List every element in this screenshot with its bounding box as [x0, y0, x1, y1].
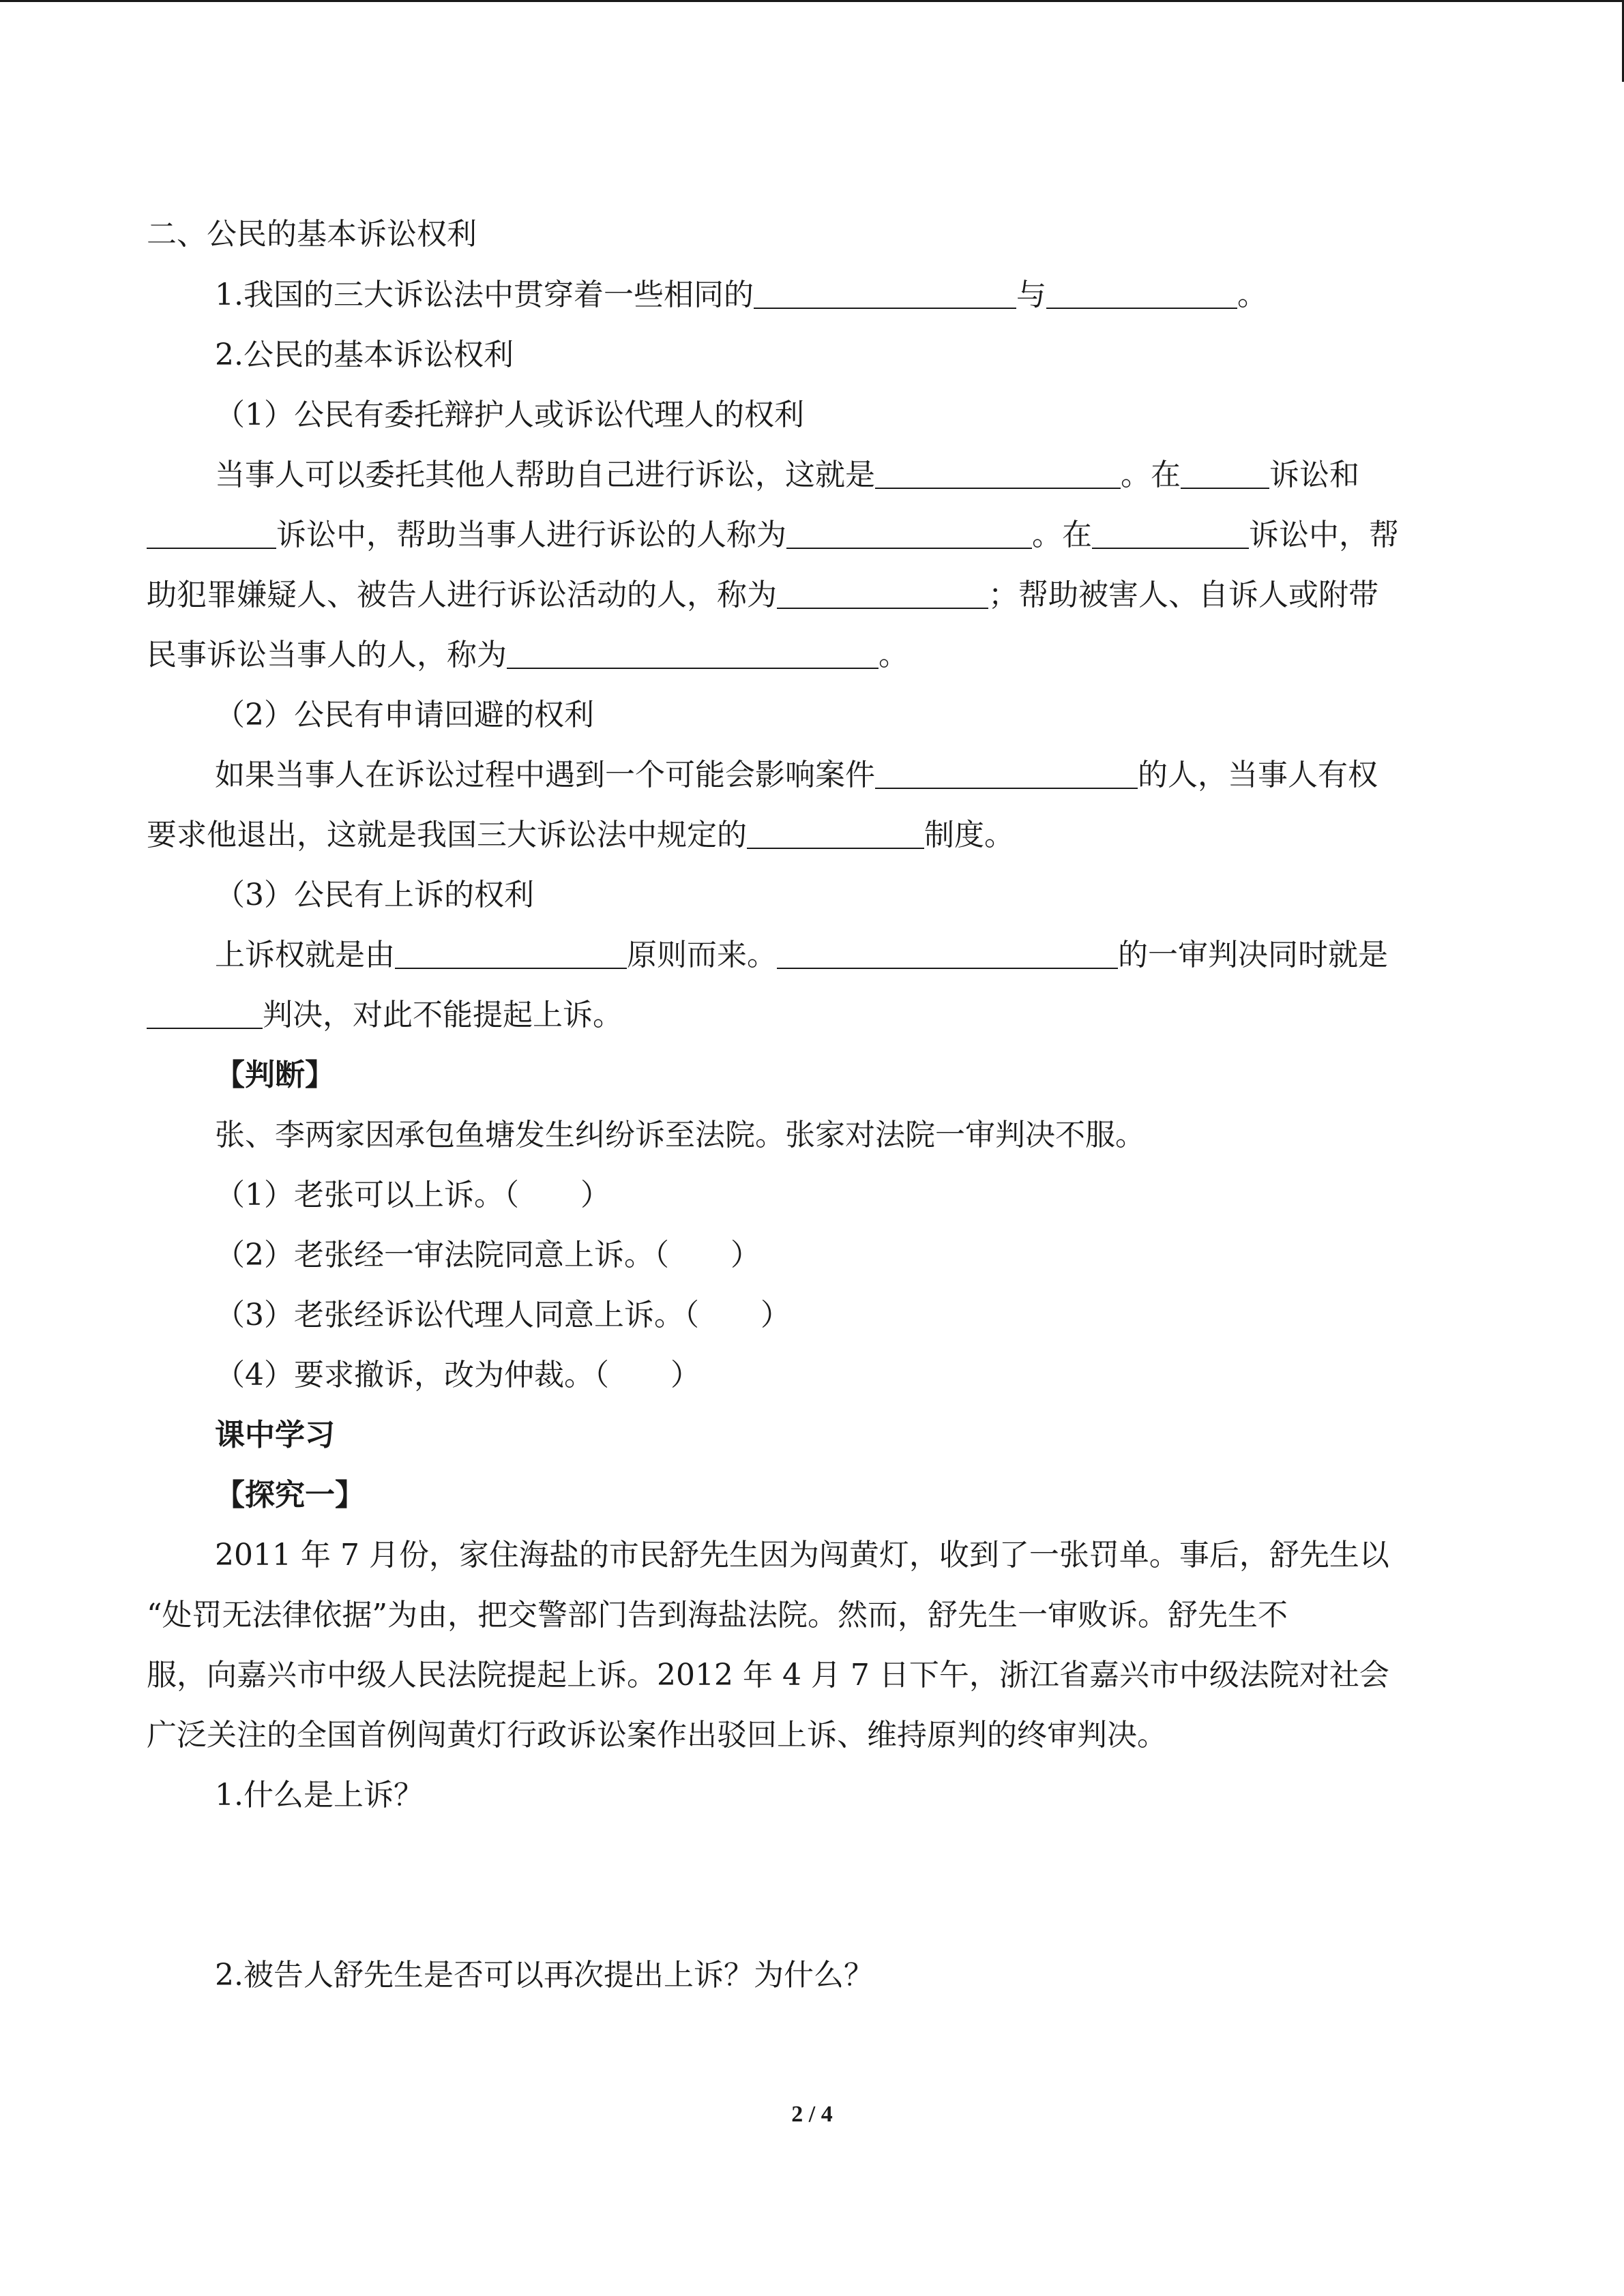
sub3-title: （3）公民有上诉的权利	[215, 878, 534, 912]
judge-item: （2）老张经一审法院同意上诉。（ ）	[215, 1238, 761, 1272]
sub1-line-1: 当事人可以委托其他人帮助自己进行诉讼，这就是 。在 诉讼和	[215, 458, 1359, 492]
judge-item: （1）老张可以上诉。（ ）	[215, 1178, 610, 1212]
sub3-line-2: 判决，对此不能提起上诉。	[147, 985, 1477, 1045]
question-1: 1.我国的三大诉讼法中贯穿着一些相同的 与 。	[215, 278, 1267, 312]
blank[interactable]	[507, 638, 879, 669]
blank[interactable]	[1092, 518, 1249, 549]
sub1-line-4: 民事诉讼当事人的人，称为 。	[147, 638, 909, 672]
section-title: 二、公民的基本诉讼权利	[147, 217, 477, 252]
judge-item: （3）老张经诉讼代理人同意上诉。（ ）	[215, 1298, 791, 1332]
sub2-line-1: 如果当事人在诉讼过程中遇到一个可能会影响案件 的人，当事人有权	[215, 758, 1378, 792]
page-border-top	[0, 0, 1624, 2]
judge-case: 张、李两家因承包鱼塘发生纠纷诉至法院。张家对法院一审判决不服。	[215, 1118, 1145, 1152]
case-paragraph-line: 广泛关注的全国首例闯黄灯行政诉讼案作出驳回上诉、维持原判的终审判决。	[147, 1718, 1167, 1753]
study-heading: 课中学习	[215, 1418, 335, 1452]
blank[interactable]	[147, 998, 263, 1029]
blank[interactable]	[786, 518, 1032, 549]
blank[interactable]	[875, 758, 1138, 789]
blank[interactable]	[147, 518, 276, 549]
sub1-line-3: 助犯罪嫌疑人、被告人进行诉讼活动的人，称为 ；帮助被害人、自诉人或附带	[147, 578, 1378, 612]
blank[interactable]	[1181, 458, 1269, 489]
study-question-2: 2.被告人舒先生是否可以再次提出上诉？为什么？	[215, 1958, 874, 1993]
case-paragraph-line: 2011 年 7 月份，家住海盐的市民舒先生因为闯黄灯，收到了一张罚单。事后，舒先生以	[215, 1538, 1389, 1572]
blank[interactable]	[1046, 278, 1237, 309]
judge-item: （4）要求撤诉，改为仲裁。（ ）	[215, 1358, 700, 1392]
explore-heading: 【探究一】	[215, 1478, 365, 1512]
blank[interactable]	[777, 938, 1118, 969]
judge-heading: 【判断】	[215, 1058, 335, 1092]
blank[interactable]	[395, 938, 627, 969]
question-2-title: 2.公民的基本诉讼权利	[215, 338, 514, 372]
sub2-title: （2）公民有申请回避的权利	[215, 698, 594, 732]
page-number: 2 / 4	[791, 2102, 833, 2127]
blank[interactable]	[875, 458, 1121, 489]
sub1-title: （1）公民有委托辩护人或诉讼代理人的权利	[215, 398, 804, 432]
blank[interactable]	[754, 278, 1016, 309]
sub2-line-2: 要求他退出，这就是我国三大诉讼法中规定的 制度。	[147, 818, 1014, 852]
sub1-line-2: 诉讼中，帮助当事人进行诉讼的人称为 。在 诉讼中，帮	[147, 505, 1477, 565]
case-paragraph-line: 服，向嘉兴市中级人民法院提起上诉。2012 年 4 月 7 日下午，浙江省嘉兴市中级法院对社会	[147, 1658, 1389, 1693]
sub3-line-1: 上诉权就是由 原则而来。 的一审判决同时就是	[215, 938, 1388, 972]
blank[interactable]	[747, 818, 924, 849]
blank[interactable]	[777, 578, 988, 609]
study-question-1: 1.什么是上诉？	[215, 1778, 424, 1813]
case-paragraph-line: “处罚无法律依据”为由，把交警部门告到海盐法院。然而，舒先生一审败诉。舒先生不	[147, 1598, 1288, 1632]
